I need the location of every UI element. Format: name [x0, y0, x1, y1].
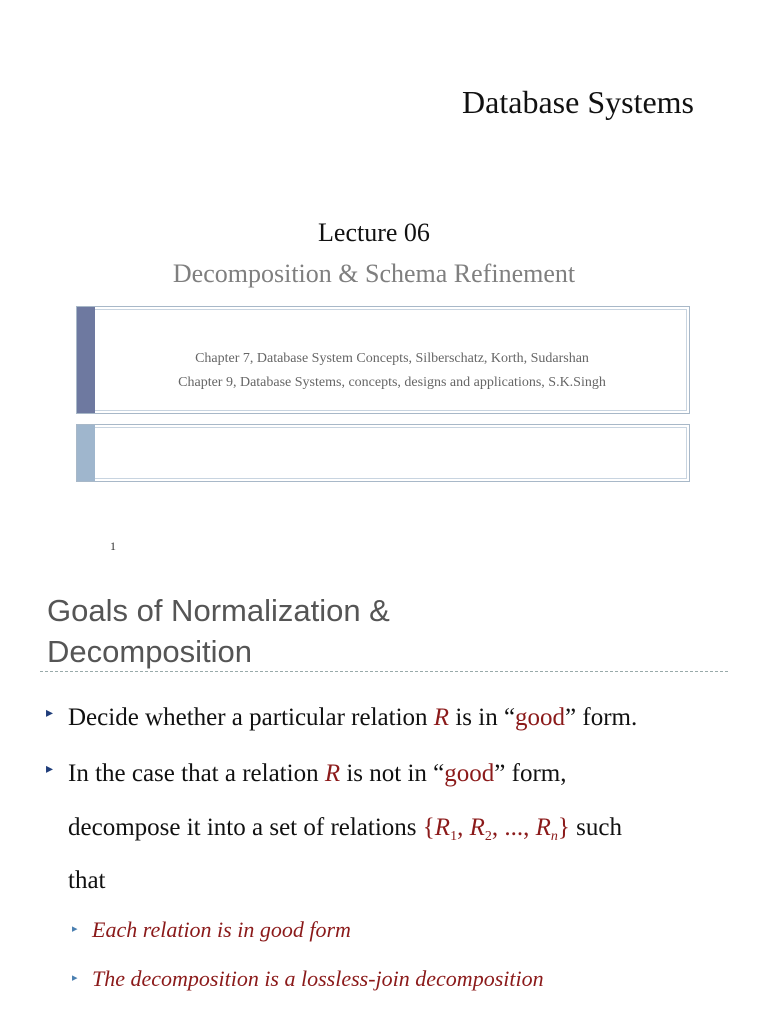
text-run: Decide whether a particular relation — [68, 704, 434, 731]
bullet-arrow-icon: ▸ — [46, 762, 54, 777]
sub-bullet-arrow-icon: ▸ — [72, 972, 78, 984]
bullet-text — [68, 691, 637, 745]
empty-footer-box — [76, 424, 690, 482]
text-run: ” form, — [494, 760, 567, 787]
lecture-subtitle: Decomposition & Schema Refinement — [172, 259, 576, 288]
slide-heading — [47, 590, 390, 672]
text-run: decompose it into a set of relations — [68, 814, 423, 841]
relation-set — [422, 814, 570, 844]
references-box — [76, 306, 690, 414]
separator: , — [457, 814, 470, 841]
page-number: 1 — [110, 539, 116, 553]
relation-variable: R — [324, 760, 341, 787]
set-brace: { — [422, 814, 435, 841]
references-text — [95, 347, 689, 395]
quoted-word: good — [515, 704, 566, 731]
bullet-text — [68, 747, 566, 801]
set-brace: } — [557, 814, 570, 841]
subscript: n — [550, 829, 558, 844]
relation-variable: R — [535, 814, 551, 841]
reference-line: Chapter 9, Database Systems, concepts, designs and applications, S.K.Singh — [178, 375, 606, 390]
bullet-text-continuation — [68, 801, 622, 864]
slide-title: Database Systems — [462, 84, 694, 120]
content-slide — [0, 566, 768, 1024]
separator: , ..., — [491, 814, 536, 841]
heading-divider — [40, 671, 728, 672]
text-run: In the case that a relation — [68, 760, 325, 787]
text-run: ” form. — [565, 704, 638, 731]
sub-bullet-text: The decomposition is a lossless-join decomposition — [92, 966, 544, 991]
subscript: 2 — [484, 829, 492, 844]
slide-heading-line: Goals of Normalization & — [47, 593, 390, 628]
bullet-text-continuation: that — [68, 867, 106, 894]
relation-variable: R — [434, 814, 451, 841]
relation-variable: R — [433, 704, 450, 731]
text-run: such — [569, 814, 622, 841]
references-accent-bar — [77, 307, 95, 413]
text-run: is not in “ — [340, 760, 445, 787]
quoted-word: good — [444, 760, 495, 787]
lecture-number: Lecture 06 — [318, 218, 430, 247]
relation-variable: R — [469, 814, 485, 841]
footer-accent-bar — [77, 425, 95, 481]
reference-line: Chapter 7, Database System Concepts, Silberschatz, Korth, Sudarshan — [195, 351, 589, 366]
sub-bullet-arrow-icon: ▸ — [72, 923, 78, 935]
slide-heading-line: Decomposition — [47, 634, 253, 669]
sub-bullet-text: Each relation is in good form — [92, 917, 351, 942]
text-run: is in “ — [449, 704, 516, 731]
bullet-arrow-icon: ▸ — [46, 706, 54, 721]
subscript: 1 — [450, 829, 458, 844]
